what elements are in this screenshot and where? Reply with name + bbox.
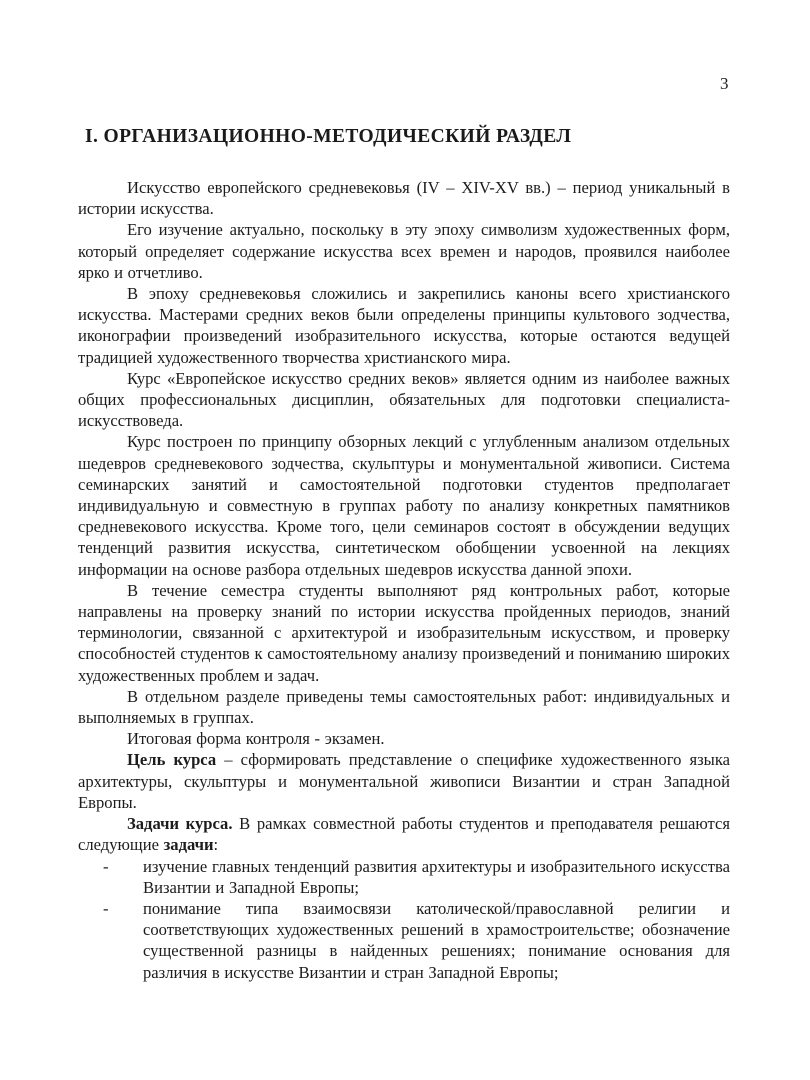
paragraph-tests: В течение семестра студенты выполняют ряд контрольных работ, которые направлены на проверку знаний по истории искусства пройденных периодов, знаний терминологии, связанной с архитектурой и изобразительным искусством, и проверку способностей студентов к самостоятельному анализу произведений и пониманию широких художественных проблем и задач. (78, 580, 730, 685)
course-tasks-punct: : (213, 835, 219, 855)
task-item (78, 898, 730, 983)
paragraph-course-structure: Курс построен по принципу обзорных лекций с углубленным анализом отдельных шедевров средневекового зодчества, скульптуры и монументальной живописи. Система семинарских занятий и самостоятельной подготовки студентов предполагает индивидуальную и совместную в группах работу по анализу конкретных памятников средневекового искусства. Кроме того, цели семинаров состоят в обсуждении ведущих тенденций развития искусства, синтетическом обобщении усвоенной на лекциях информации на основе разбора отдельных шедевров искусства данной эпохи. (78, 432, 730, 579)
task-item-text: изучение главных тенденций развития архитектуры и изобразительного искусства Византии и Западной Европы; (143, 856, 730, 897)
task-list (78, 856, 730, 983)
page-number: 3 (720, 74, 729, 93)
paragraph-course-role: Курс «Европейское искусство средних веков» является одним из наиболее важных общих профессиональных дисциплин, обязательных для подготовки специалиста-искусствоведа. (78, 368, 730, 431)
task-item (78, 856, 730, 898)
course-tasks-emphasis: задачи (163, 835, 214, 855)
course-tasks-label: Задачи курса. (127, 814, 233, 834)
paragraph-period: Искусство европейского средневековья (IV – XIV-XV вв.) – период уникальный в истории искусства. (78, 178, 730, 219)
paragraph-canons: В эпоху средневековья сложились и закрепились каноны всего христианского искусства. Мастерами средних веков были определены принципы культового зодчества, иконографии произведений изобразительного искусства, которые остаются ведущей традицией художественного творчества христианского мира. (78, 284, 730, 367)
list-dash-marker: - (103, 856, 109, 876)
task-item-text: понимание типа взаимосвязи католической/православной религии и соответствующих художественных решений в храмостроительстве; обозначение существенной разницы в найденных решениях; понимание основания для различия в искусстве Византии и стран Западной Европы; (143, 898, 730, 982)
page-content (78, 126, 730, 983)
course-goal-text: – сформировать представление о специфике художественного языка архитектуры, скульптуры и монументальной живописи Византии и стран Западной Европы. (78, 750, 730, 812)
course-goal-label: Цель курса (127, 750, 217, 770)
section-heading: I. ОРГАНИЗАЦИОННО-МЕТОДИЧЕСКИЙ РАЗДЕЛ (85, 126, 572, 147)
course-tasks-text: В рамках совместной работы студентов и преподавателя решаются следующие (78, 814, 730, 855)
paragraph-exam-form: Итоговая форма контроля - экзамен. (127, 729, 385, 749)
paragraph-course-tasks (78, 813, 730, 855)
paragraph-relevance: Его изучение актуально, поскольку в эту эпоху символизм художественных форм, который определяет содержание искусства всех времен и народов, проявился наиболее ярко и отчетливо. (78, 220, 730, 282)
list-dash-marker: - (103, 898, 109, 918)
paragraph-course-goal (78, 749, 730, 813)
paragraph-independent-work: В отдельном разделе приведены темы самостоятельных работ: индивидуальных и выполняемых в группах. (78, 686, 730, 728)
